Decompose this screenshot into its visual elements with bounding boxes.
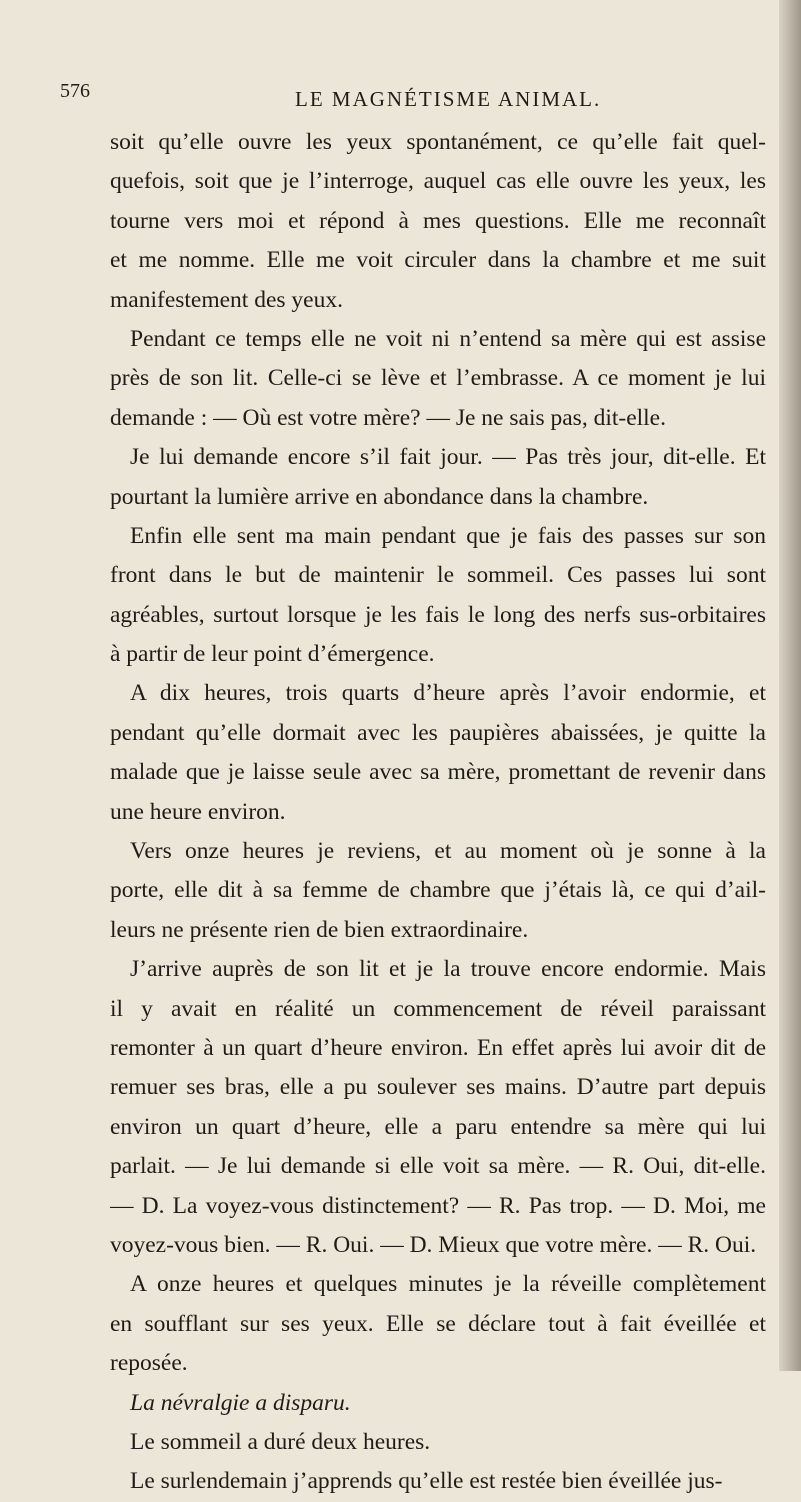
text-line: Enfin elle sent ma main pendant que je fais des passes sur son xyxy=(130,522,766,549)
text-line: agréables, surtout lorsque je les fais le long des nerfs sus-orbitaires xyxy=(110,601,766,628)
text-line: parlait. — Je lui demande si elle voit sa mère. — R. Oui, dit-elle. xyxy=(110,1153,766,1180)
text-line: voyez-vous bien. — R. Oui. — D. Mieux que votre mère. — R. Oui. xyxy=(110,1231,757,1258)
text-line: Le surlendemain j’apprends qu’elle est restée bien éveillée jus- xyxy=(130,1468,723,1495)
text-line: front dans le but de maintenir le sommeil. Ces passes lui sont xyxy=(110,562,766,589)
text-line: près de son lit. Celle-ci se lève et l’embrasse. A ce moment je lui xyxy=(110,365,766,392)
text-line: A onze heures et quelques minutes je la réveille complètement xyxy=(130,1271,766,1298)
page-header xyxy=(60,80,760,110)
text-line: soit qu’elle ouvre les yeux spontanément, ce qu’elle fait quel- xyxy=(110,129,766,155)
text-line: remonter à un quart d’heure environ. En effet après lui avoir dit de xyxy=(110,1034,766,1061)
text-line: pourtant la lumière arrive en abondance dans la chambre. xyxy=(110,483,649,510)
text-line: à partir de leur point d’émergence. xyxy=(110,641,435,668)
text-line: — D. La voyez-vous distinctement? — R. Pas trop. — D. Moi, me xyxy=(110,1192,766,1219)
text-line: remuer ses bras, elle a pu soulever ses mains. D’autre part depuis xyxy=(110,1074,766,1101)
text-line: A dix heures, trois quarts d’heure après l’avoir endormie, et xyxy=(130,680,766,707)
text-line: reposée. xyxy=(110,1350,188,1377)
text-line: Vers onze heures je reviens, et au moment où je sonne à la xyxy=(130,838,766,865)
text-line: manifestement des yeux. xyxy=(110,286,343,313)
text-line: en soufflant sur ses yeux. Elle se déclare tout à fait éveillée et xyxy=(110,1310,766,1337)
text-line: et me nomme. Elle me voit circuler dans la chambre et me suit xyxy=(110,247,766,274)
text-line: Le sommeil a duré deux heures. xyxy=(130,1428,431,1455)
text-line: tourne vers moi et répond à mes questions. Elle me reconnaît xyxy=(110,207,766,234)
text-line: pendant qu’elle dormait avec les paupières abaissées, je quitte la xyxy=(110,719,766,746)
text-line: porte, elle dit à sa femme de chambre que j’étais là, ce qui d’ail- xyxy=(110,877,766,904)
text-line: malade que je laisse seule avec sa mère, promettant de revenir dans xyxy=(110,759,766,786)
text-line: une heure environ. xyxy=(110,798,286,825)
text-line: quefois, soit que je l’interroge, auquel cas elle ouvre les yeux, les xyxy=(110,168,766,195)
text-line: demande : — Où est votre mère? — Je ne sais pas, dit-elle. xyxy=(110,404,666,431)
body-text xyxy=(110,123,766,1502)
text-line: leurs ne présente rien de bien extraordinaire. xyxy=(110,916,529,943)
page-number: 576 xyxy=(60,80,90,102)
running-title: LE MAGNÉTISME ANIMAL. xyxy=(295,87,602,111)
text-line: environ un quart d’heure, elle a paru entendre sa mère qui lui xyxy=(110,1113,766,1140)
text-line: La névralgie a disparu. xyxy=(130,1389,351,1416)
text-line: J’arrive auprès de son lit et je la trouve encore endormie. Mais xyxy=(130,956,766,983)
page-edge xyxy=(779,0,801,1371)
text-line: il y avait en réalité un commencement de réveil paraissant xyxy=(110,995,766,1022)
text-line: Je lui demande encore s’il fait jour. — Pas très jour, dit-elle. Et xyxy=(130,444,766,471)
text-line: Pendant ce temps elle ne voit ni n’entend sa mère qui est assise xyxy=(130,325,766,352)
